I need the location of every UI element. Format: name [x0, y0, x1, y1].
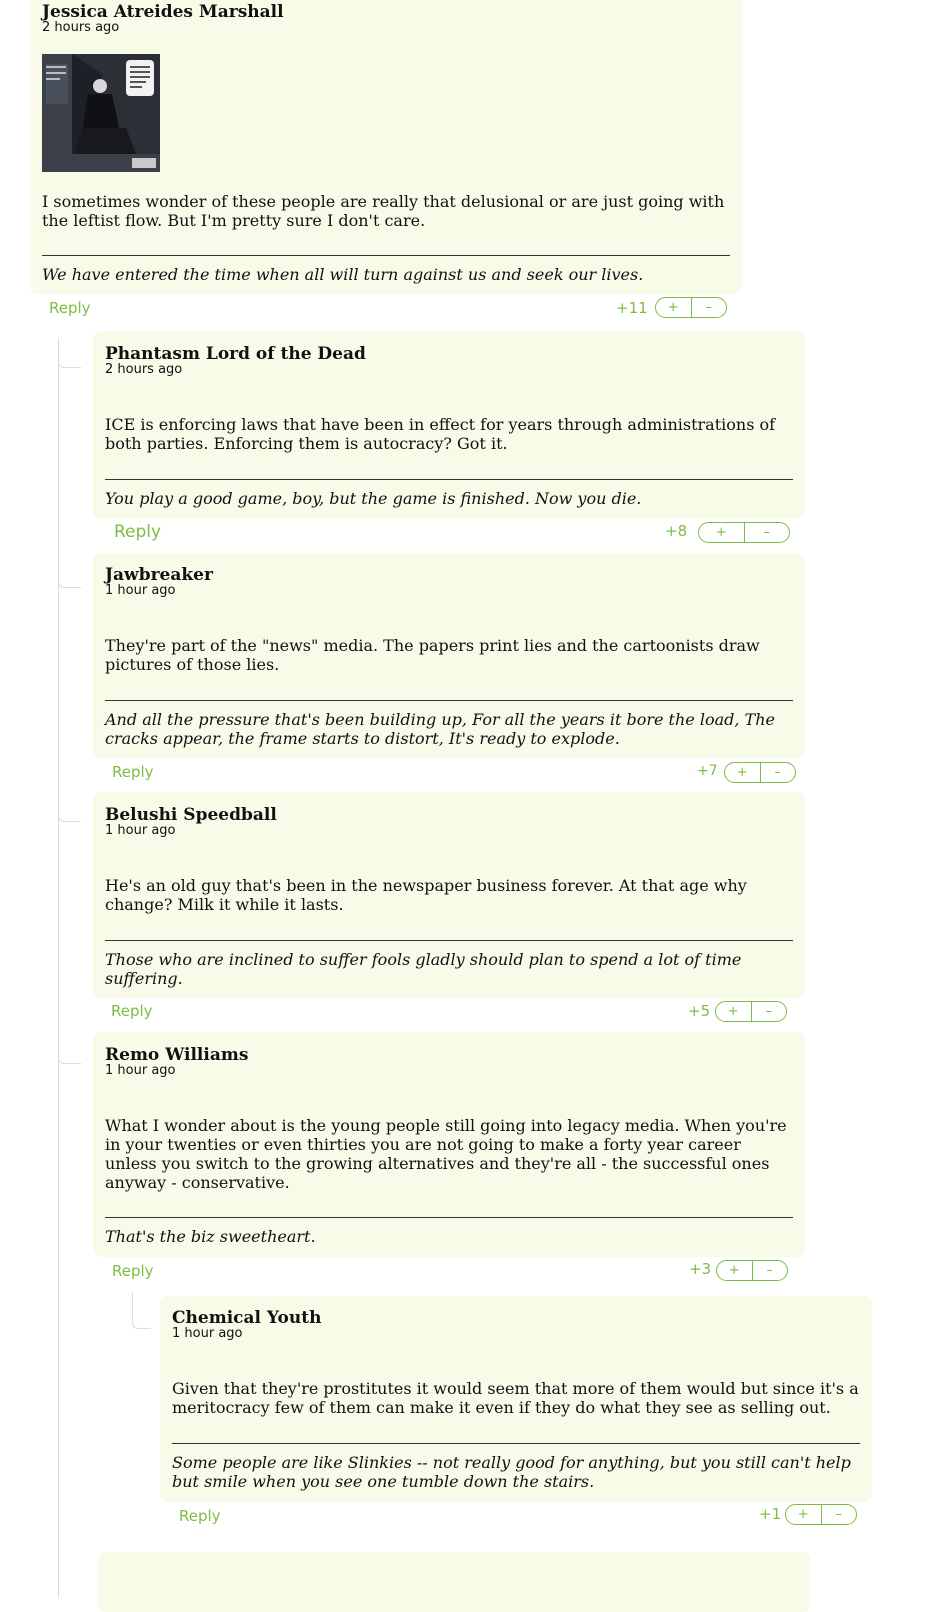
signature-divider: [105, 479, 793, 480]
vote-buttons: [698, 522, 790, 543]
comment-signature: We have entered the time when all will turn against us and seek our lives.: [42, 265, 644, 284]
reply-link[interactable]: Reply: [112, 1262, 154, 1280]
vote-buttons: [655, 297, 727, 318]
thread-connector: [58, 800, 81, 822]
comment-body: Given that they're prostitutes it would seem that more of them would but since it's a meritocracy few of them can make it even if they do what they see as selling out.: [172, 1379, 859, 1417]
vote-buttons: [724, 762, 796, 783]
comment-image[interactable]: [42, 54, 160, 172]
comment-timestamp: 1 hour ago: [105, 583, 176, 598]
comment-timestamp: 2 hours ago: [42, 20, 120, 35]
downvote-button[interactable]: –: [752, 1261, 788, 1280]
upvote-button[interactable]: +: [667, 300, 679, 315]
upvote-button[interactable]: +: [797, 1507, 809, 1522]
comment-signature: You play a good game, boy, but the game is finished. Now you die.: [105, 489, 642, 508]
thread-connector: [132, 1292, 151, 1329]
comment-author[interactable]: Phantasm Lord of the Dead: [105, 344, 366, 364]
comment-body: ICE is enforcing laws that have been in effect for years through administrations of both parties. Enforcing them is autocracy? Got it.: [105, 415, 776, 453]
comment-timestamp: 1 hour ago: [172, 1326, 243, 1341]
reply-link[interactable]: Reply: [111, 1002, 153, 1020]
comment-author[interactable]: Belushi Speedball: [105, 805, 277, 825]
vote-buttons: [785, 1504, 857, 1525]
upvote-button[interactable]: +: [736, 765, 748, 780]
downvote-button[interactable]: –: [760, 763, 796, 782]
vote-score: +3: [689, 1260, 712, 1278]
signature-divider: [105, 700, 793, 701]
vote-buttons: [716, 1260, 788, 1281]
comment-author[interactable]: Jessica Atreides Marshall: [42, 2, 284, 22]
vote-score: +1: [759, 1505, 782, 1523]
thread-connector: [58, 1040, 81, 1064]
vote-score: +5: [688, 1002, 711, 1020]
vote-score: +7: [697, 763, 718, 779]
comment-signature: And all the pressure that's been building up, For all the years it bore the load, The cracks appear, the frame starts to distort, It's ready to explode.: [105, 710, 775, 748]
reply-link[interactable]: Reply: [49, 299, 91, 317]
signature-divider: [172, 1443, 860, 1444]
upvote-button[interactable]: +: [728, 1263, 740, 1278]
downvote-button[interactable]: –: [751, 1002, 787, 1021]
reply-link[interactable]: Reply: [114, 522, 162, 542]
vote-score: +8: [665, 522, 688, 540]
comment-card: [98, 1552, 810, 1612]
downvote-button[interactable]: –: [821, 1505, 857, 1524]
signature-divider: [105, 1217, 793, 1218]
comment-signature: Those who are inclined to suffer fools gladly should plan to spend a lot of time suffering.: [105, 950, 742, 988]
signature-divider: [105, 940, 793, 941]
comment-author[interactable]: Chemical Youth: [172, 1308, 322, 1328]
thread-connector: [58, 338, 81, 368]
vote-score: +11: [616, 299, 648, 317]
upvote-button[interactable]: +: [727, 1004, 739, 1019]
reply-link[interactable]: Reply: [179, 1507, 221, 1525]
thread-line: [58, 338, 59, 1598]
comment-body: What I wonder about is the young people still going into legacy media. When you're in your twenties or even thirties you are not going to make a forty year career unless you switch to the growing alternatives and they're all - the successful ones anyway - conservative.: [105, 1116, 787, 1192]
downvote-button[interactable]: –: [744, 523, 790, 542]
comment-timestamp: 1 hour ago: [105, 823, 176, 838]
comment-body: I sometimes wonder of these people are really that delusional or are just going with the leftist flow. But I'm pretty sure I don't care.: [42, 192, 725, 230]
signature-divider: [42, 255, 730, 256]
comment-body: He's an old guy that's been in the newspaper business forever. At that age why change? Milk it while it lasts.: [105, 876, 747, 914]
thread-connector: [58, 560, 81, 588]
comment-timestamp: 1 hour ago: [105, 1063, 176, 1078]
comment-signature: That's the biz sweetheart.: [105, 1227, 316, 1246]
upvote-button[interactable]: +: [715, 525, 727, 540]
comment-body: They're part of the "news" media. The papers print lies and the cartoonists draw pictures of those lies.: [105, 636, 760, 674]
vote-buttons: [715, 1001, 787, 1022]
comment-signature: Some people are like Slinkies -- not really good for anything, but you still can't help but smile when you see one tumble down the stairs.: [172, 1453, 851, 1491]
downvote-button[interactable]: –: [691, 298, 727, 317]
reply-link[interactable]: Reply: [112, 763, 154, 781]
comment-author[interactable]: Remo Williams: [105, 1045, 249, 1065]
comment-timestamp: 2 hours ago: [105, 362, 183, 377]
comment-author[interactable]: Jawbreaker: [105, 565, 213, 585]
